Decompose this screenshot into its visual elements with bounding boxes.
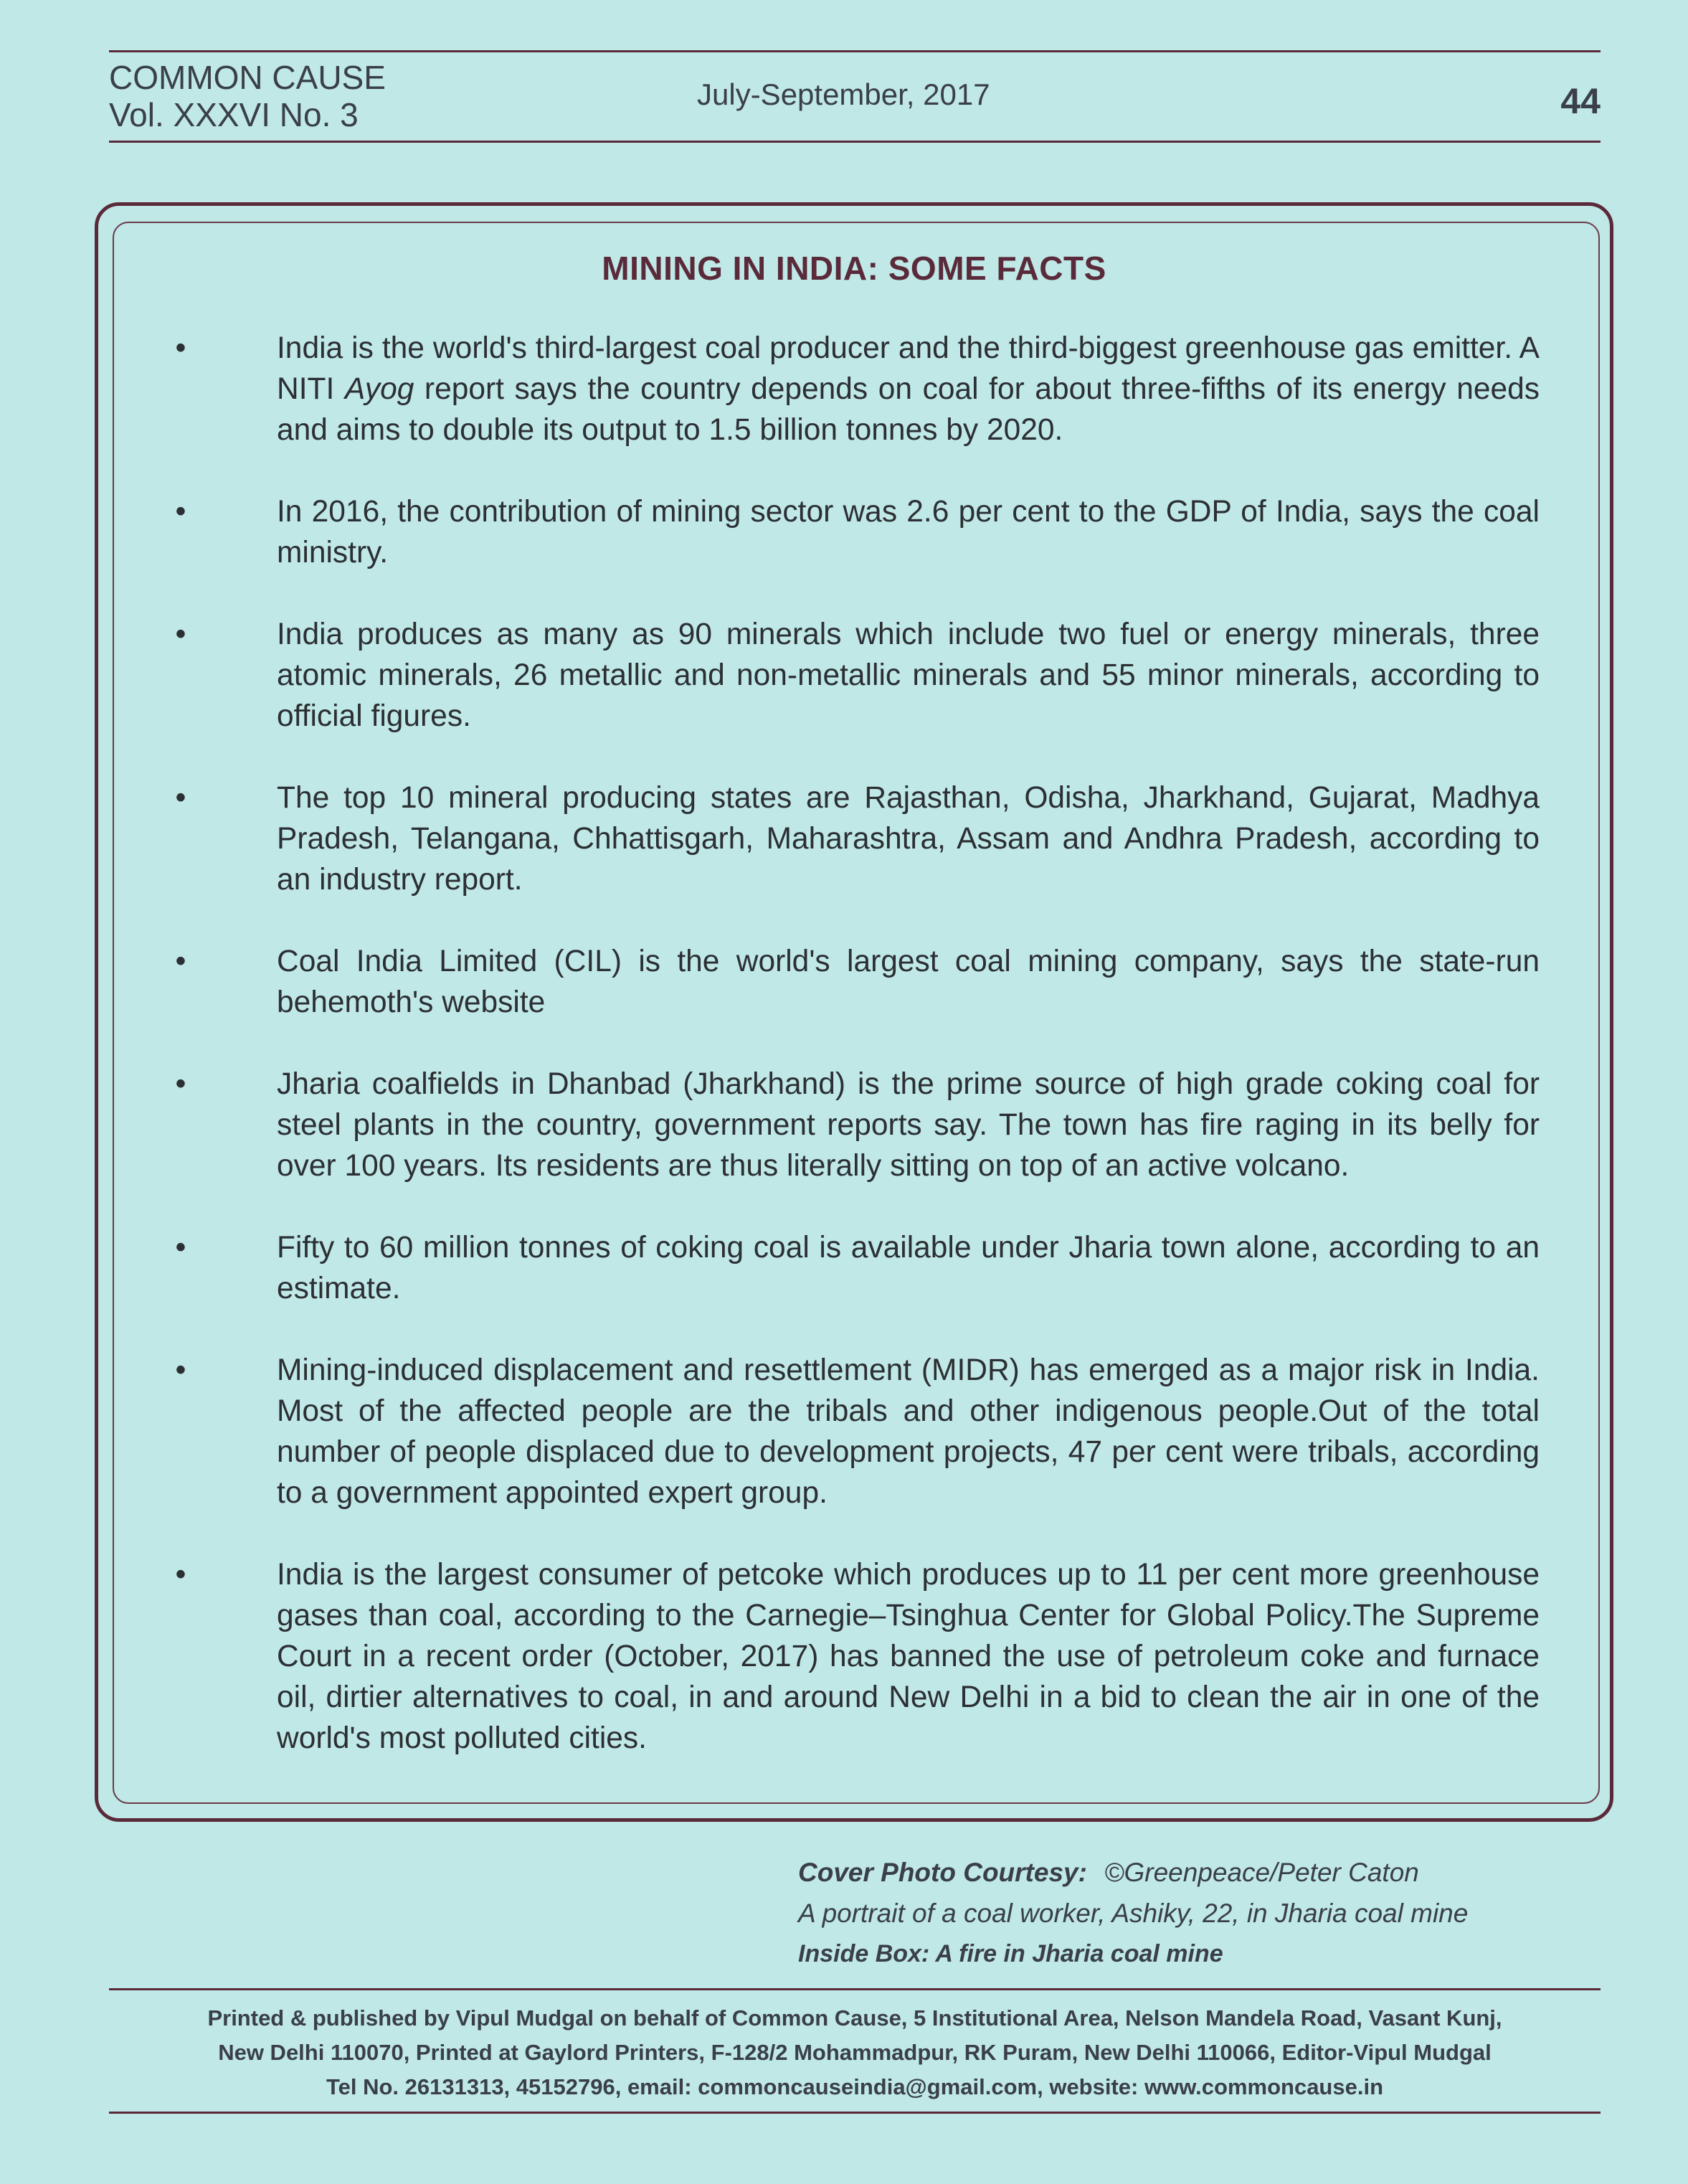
fact-item bbox=[170, 941, 1540, 1023]
header-top-rule bbox=[109, 50, 1601, 52]
imprint-line: New Delhi 110070, Printed at Gaylord Printers, F-128/2 Mohammadpur, RK Puram, New Delhi 110066, Editor-Vipul Mudgal bbox=[218, 2040, 1492, 2065]
fact-text: India is the world's third-largest coal producer and the third-biggest greenhouse gas emitter. A NITI Ayog report says the country depends on coal for about three-fifths of its energy needs and aims to double its output to 1.5 billion tonnes by 2020. bbox=[277, 331, 1540, 447]
facts-box bbox=[95, 202, 1613, 1822]
bullet-icon: • bbox=[175, 1558, 186, 1592]
cover-description: A portrait of a coal worker, Ashiky, 22, in Jharia coal mine bbox=[798, 1899, 1469, 1928]
fact-item bbox=[170, 491, 1540, 573]
bullet-icon: • bbox=[175, 618, 186, 651]
credit-value: ©Greenpeace/Peter Caton bbox=[1104, 1858, 1419, 1887]
contact-line: Tel No. 26131313, 45152796, email: commoncauseindia@gmail.com, website: www.commoncause.in bbox=[326, 2074, 1384, 2099]
bullet-icon: • bbox=[175, 945, 186, 978]
cover-photo-credits bbox=[798, 1852, 1468, 1975]
facts-box-title: MINING IN INDIA: SOME FACTS bbox=[602, 250, 1106, 287]
facts-list bbox=[170, 328, 1540, 1759]
fact-item bbox=[170, 777, 1540, 900]
fact-text: Jharia coalfields in Dhanbad (Jharkhand) is the prime source of high grade coking coal for steel plants in the country, government reports say. The town has fire raging in its belly for over 100 years. Its residents are thus literally sitting on top of an active volcano. bbox=[277, 1067, 1540, 1183]
imprint-footer bbox=[109, 2001, 1601, 2104]
issue-date: July-September, 2017 bbox=[697, 77, 990, 111]
masthead bbox=[109, 59, 386, 133]
fact-text: India produces as many as 90 minerals which include two fuel or energy minerals, three atomic minerals, 26 metallic and non-metallic minerals and 55 minor minerals, according to official figures. bbox=[277, 618, 1540, 733]
fact-item bbox=[170, 328, 1540, 450]
imprint-line: Printed & published by Vipul Mudgal on behalf of Common Cause, 5 Institutional Area, Nelson Mandela Road, Vasant Kunj, bbox=[207, 2005, 1502, 2031]
credit-label: Cover Photo Courtesy: bbox=[798, 1858, 1087, 1887]
bullet-icon: • bbox=[175, 781, 186, 815]
fact-item bbox=[170, 614, 1540, 737]
volume-issue: Vol. XXXVI No. 3 bbox=[109, 96, 359, 133]
footer-bottom-rule bbox=[109, 2112, 1601, 2114]
fact-text: Coal India Limited (CIL) is the world's largest coal mining company, says the state-run behemoth's website bbox=[277, 945, 1540, 1019]
fact-item bbox=[170, 1227, 1540, 1309]
fact-text: Mining-induced displacement and resettlement (MIDR) has emerged as a major risk in India. Most of the affected people are the tribals and other indigenous people.Out of the total number of people displaced due to development projects, 47 per cent were tribals, according to a government appointed expert group. bbox=[277, 1353, 1540, 1510]
fact-text: Fifty to 60 million tonnes of coking coal is available under Jharia town alone, according to an estimate. bbox=[277, 1231, 1540, 1305]
page-number: 44 bbox=[1560, 81, 1601, 121]
fact-item bbox=[170, 1350, 1540, 1513]
bullet-icon: • bbox=[175, 1231, 186, 1264]
magazine-name: COMMON CAUSE bbox=[109, 59, 386, 96]
fact-item bbox=[170, 1064, 1540, 1186]
fact-item bbox=[170, 1554, 1540, 1759]
footer-top-rule bbox=[109, 1988, 1601, 1990]
bullet-icon: • bbox=[175, 495, 186, 529]
inside-box-caption: Inside Box: A fire in Jharia coal mine bbox=[798, 1940, 1223, 1967]
header-bottom-rule bbox=[109, 141, 1601, 143]
fact-text: The top 10 mineral producing states are Rajasthan, Odisha, Jharkhand, Gujarat, Madhya Pradesh, Telangana, Chhattisgarh, Maharashtra, Assam and Andhra Pradesh, according to an industry report. bbox=[277, 781, 1540, 897]
bullet-icon: • bbox=[175, 331, 186, 365]
fact-text: India is the largest consumer of petcoke which produces up to 11 per cent more greenhouse gases than coal, according to the Carnegie–Tsinghua Center for Global Policy.The Supreme Court in a recent order (October, 2017) has banned the use of petroleum coke and furnace oil, dirtier alternatives to coal, in and around New Delhi in a bid to clean the air in one of the world's most polluted cities. bbox=[277, 1558, 1540, 1755]
fact-italic-term: Ayog bbox=[344, 372, 414, 406]
bullet-icon: • bbox=[175, 1353, 186, 1387]
fact-text: In 2016, the contribution of mining sector was 2.6 per cent to the GDP of India, says the coal ministry. bbox=[277, 495, 1540, 569]
bullet-icon: • bbox=[175, 1067, 186, 1101]
